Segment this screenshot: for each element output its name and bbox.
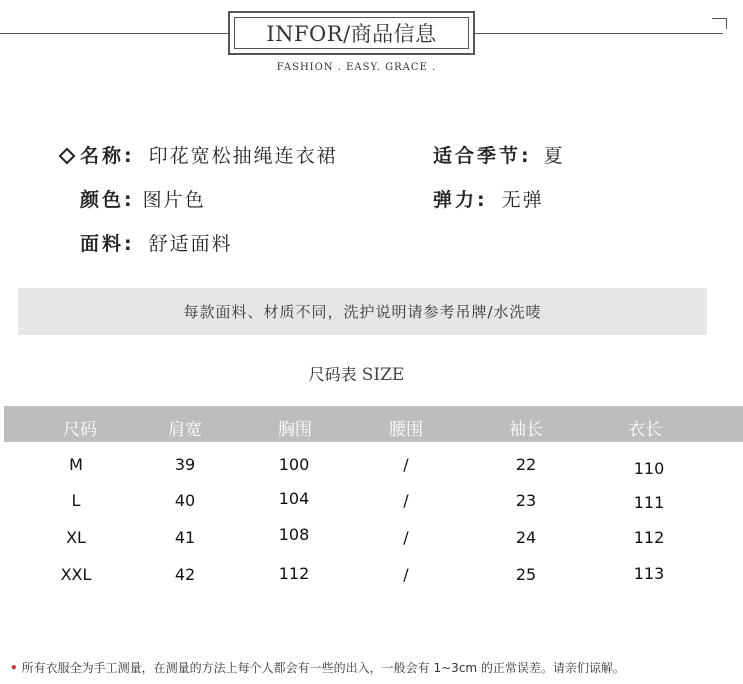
elastic-value: 无弹 [501,189,544,211]
table-cell: 22 [515,455,537,474]
header-title-box [228,11,475,55]
table-cell: 104 [278,489,310,508]
color-label: 颜色: [80,189,135,211]
table-cell: / [403,528,409,547]
color-value: 图片色 [142,189,206,211]
name-value: 印花宽松抽绳连衣裙 [148,145,338,167]
diamond-icon [59,148,76,165]
header-line-right [475,33,723,34]
header-size: 尺码 [63,420,97,440]
table-cell: XL [66,528,86,547]
header-title: INFOR/商品信息 [234,17,469,49]
elastic-label: 弹力: [433,189,488,211]
size-table-header [4,406,743,442]
table-cell: 42 [174,565,196,584]
header-waist: 腰围 [389,420,423,440]
table-cell: 41 [174,528,196,547]
fabric-value: 舒适面料 [148,233,233,255]
header-sleeve: 袖长 [509,420,543,440]
table-cell: 112 [278,564,310,583]
header-line-left [0,33,228,34]
table-cell: M [69,455,83,474]
header-chest: 胸围 [278,420,312,440]
season-label: 适合季节: [433,145,532,167]
season-value: 夏 [543,145,565,167]
bullet-icon: • [10,661,18,675]
table-cell: 23 [515,491,537,510]
table-cell: / [403,491,409,510]
size-title-en: SIZE [361,365,405,385]
table-cell: 39 [174,455,196,474]
info-fabric [80,229,233,256]
header-shoulder: 肩宽 [168,420,202,440]
header-subtitle: FASHION . EASY. GRACE . [276,62,437,73]
table-cell: 24 [515,528,537,547]
measurement-disclaimer [10,659,625,676]
table-cell: 25 [515,565,537,584]
table-cell: / [403,565,409,584]
info-color [80,185,206,212]
name-label: 名称: [80,145,135,167]
table-cell: 108 [278,525,310,544]
table-cell: 40 [174,491,196,510]
table-cell: 113 [633,564,665,583]
table-cell: XXL [60,565,92,584]
care-note: 每款面料、材质不同，洗护说明请参考吊牌/水洗唛 [18,288,707,335]
size-title-cn: 尺码表 [308,365,357,384]
info-elastic [433,185,544,212]
fabric-label: 面料: [80,233,135,255]
header-corner-deco [712,18,727,29]
table-cell: 111 [633,493,665,512]
size-table-title [0,362,713,385]
table-cell: L [71,491,81,510]
table-cell: / [403,455,409,474]
table-cell: 112 [633,528,665,547]
info-season [433,141,565,168]
header-length: 衣长 [628,420,662,440]
table-cell: 110 [633,459,665,478]
disclaimer-text: 所有衣服全为手工测量，在测量的方法上每个人都会有一些的出入，一般会有 1~3cm 的正常误差。请亲们谅解。 [21,661,625,675]
table-cell: 100 [278,455,310,474]
info-name [80,141,338,168]
